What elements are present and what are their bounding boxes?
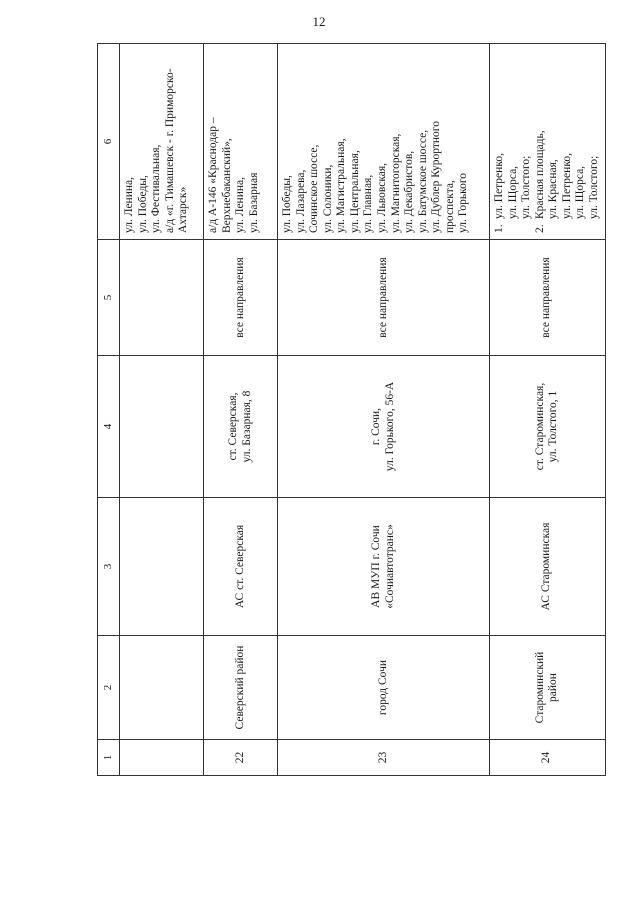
street-line: ул. Декабристов, — [403, 150, 416, 233]
street-group — [493, 50, 534, 233]
column-number: 4 — [98, 356, 120, 498]
street-group-number: 2. — [533, 224, 546, 233]
direction-cell: все направления — [204, 240, 278, 356]
district-cell: Северский район — [204, 636, 278, 740]
routes-table — [97, 43, 606, 776]
column-number: 2 — [98, 636, 120, 740]
address-line: ул. Базарная, 8 — [240, 390, 253, 463]
empty-cell — [120, 240, 204, 356]
street-line: ул. Фестивальная, — [150, 144, 163, 233]
street-line: проспекта, — [443, 180, 456, 233]
rotated-table-frame — [97, 44, 600, 776]
address-line: ул. Толстого, 1 — [547, 390, 560, 463]
page-number: 12 — [312, 14, 326, 29]
district-line: Староминский — [533, 651, 546, 724]
column-number: 3 — [98, 498, 120, 636]
street-line: Сочинское шоссе, — [308, 144, 321, 233]
street-group — [534, 50, 602, 233]
district-cell — [490, 636, 606, 740]
row-number: 23 — [278, 740, 490, 776]
station-cell — [278, 498, 490, 636]
street-line: ул. Магистральная, — [335, 138, 348, 233]
empty-cell — [120, 636, 204, 740]
street-line: ул. Победы, — [281, 175, 293, 233]
column-number: 5 — [98, 240, 120, 356]
direction-cell: все направления — [278, 240, 490, 356]
street-line: ул. Львовская, — [375, 162, 388, 233]
station-line: АВ МУП г. Сочи — [369, 525, 382, 608]
street-line: ул. Лазарева, — [294, 169, 307, 233]
address-line: ст. Северская, — [226, 392, 239, 461]
street-line: ул. Солоники, — [321, 164, 334, 233]
street-line: ул. Щорса, — [506, 165, 519, 219]
table-row — [490, 44, 606, 776]
streets-cell — [120, 44, 204, 240]
street-line: ул. Победы, — [136, 175, 149, 233]
street-line: ул. Магнитогорская, — [389, 133, 402, 233]
station-cell: АС ст. Северская — [204, 498, 278, 636]
address-line: г. Сочи, — [369, 407, 382, 446]
street-line: а/д «г. Тимашевск - г. Приморско- — [163, 68, 176, 233]
street-line: ул. Центральная, — [348, 150, 361, 233]
street-line: ул. Дублер Курортного — [430, 121, 443, 233]
column-number-row — [98, 44, 120, 776]
direction-cell: все направления — [490, 240, 606, 356]
empty-cell — [120, 498, 204, 636]
address-line: ст. Староминская, — [533, 382, 546, 471]
street-line: Ахтарск» — [177, 186, 190, 233]
address-cell — [490, 356, 606, 498]
street-line: Красная площадь, — [533, 130, 546, 219]
street-line: ул. Базарная — [247, 172, 260, 233]
district-cell: город Сочи — [278, 636, 490, 740]
address-line: ул. Горького, 56-А — [383, 381, 396, 472]
street-line: Верхнебаканский», — [220, 138, 233, 233]
table-row — [278, 44, 490, 776]
address-cell — [278, 356, 490, 498]
streets-cell — [490, 44, 606, 240]
street-line: а/д А-146 «Краснодар – — [207, 117, 219, 233]
street-line: ул. Ленина, — [123, 176, 135, 233]
street-line: ул. Ленина, — [234, 176, 247, 233]
street-line: ул. Толстого; — [520, 155, 533, 219]
empty-cell — [120, 356, 204, 498]
street-line: ул. Главная, — [362, 174, 375, 233]
street-line: ул. Красная, — [547, 159, 560, 219]
column-number: 6 — [98, 44, 120, 240]
street-line: ул. Петренко, — [493, 153, 505, 219]
continuation-row — [120, 44, 204, 776]
row-number: 22 — [204, 740, 278, 776]
street-line: ул. Горького — [457, 172, 470, 233]
street-line: ул. Толстого; — [587, 155, 600, 219]
row-number: 24 — [490, 740, 606, 776]
streets-cell — [204, 44, 278, 240]
table-row — [204, 44, 278, 776]
street-line: ул. Петренко, — [560, 153, 573, 219]
station-cell: АС Староминская — [490, 498, 606, 636]
column-number: 1 — [98, 740, 120, 776]
streets-cell — [278, 44, 490, 240]
empty-cell — [120, 740, 204, 776]
address-cell — [204, 356, 278, 498]
street-line: ул. Батумское шоссе, — [416, 129, 429, 233]
street-group-number: 1. — [493, 224, 505, 233]
district-line: район — [547, 673, 560, 702]
street-line: ул. Щорса, — [574, 165, 587, 219]
station-line: «Сочиавтотранс» — [383, 524, 396, 609]
